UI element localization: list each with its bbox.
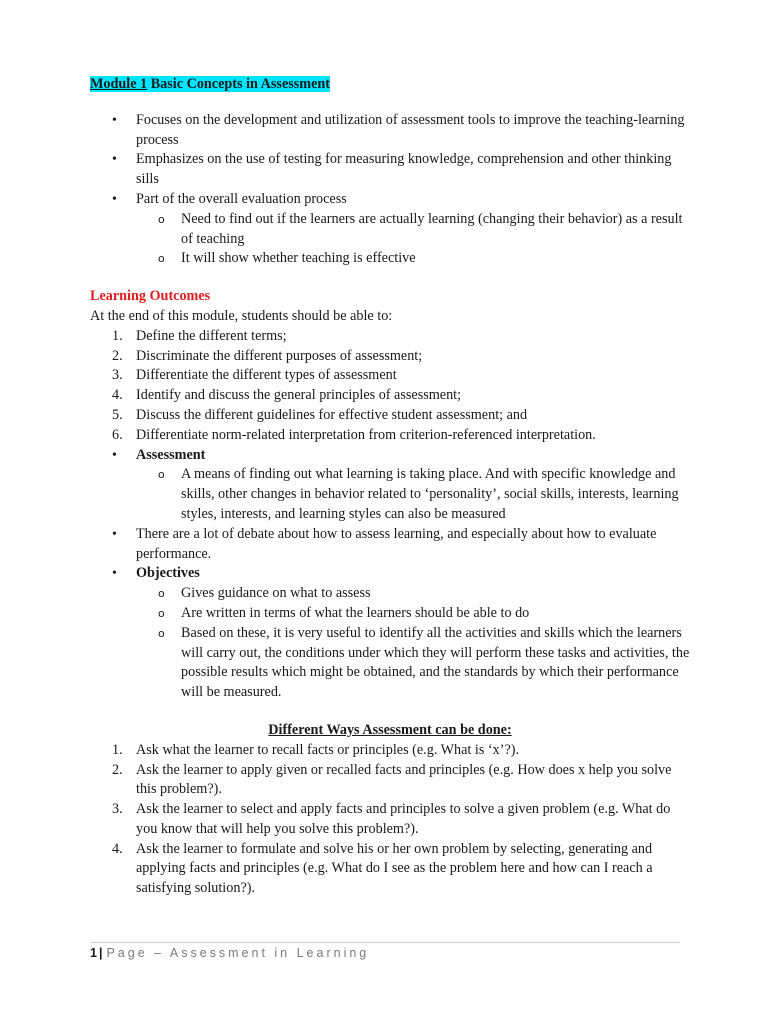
- assessment-label: Assessment: [136, 446, 206, 463]
- sub-list-item: o Gives guidance on what to assess: [136, 584, 690, 604]
- footer-separator: |: [98, 946, 103, 960]
- circle-bullet-icon: o: [158, 212, 165, 226]
- list-item: 3. Ask the learner to select and apply facts and principles to solve a given problem (e.g. What do you know that will help you solve this problem?).: [112, 801, 671, 837]
- list-item: 4. Identify and discuss the general principles of assessment;: [112, 387, 462, 404]
- list-item: 3. Differentiate the different types of assessment: [112, 367, 397, 384]
- circle-bullet-icon: o: [158, 252, 165, 266]
- sub-list-item: o A means of finding out what learning is taking place. And with specific knowledge and skills, other changes in behavior related to ‘personality’, social skills, interests, learning styles, interests, and learning styles can also be measured: [158, 466, 679, 522]
- bullet-icon: •: [112, 447, 117, 463]
- concepts-bullet-list: [90, 446, 690, 703]
- objectives-label: Objectives: [136, 565, 200, 582]
- sub-list-item: o Are written in terms of what the learners should be able to do: [136, 604, 690, 624]
- list-item: 4. Ask the learner to formulate and solve his or her own problem by selecting, generating and applying facts and principles (e.g. What do I see as the problem here and how can I reach a satisfying solution?).: [112, 840, 653, 897]
- circle-bullet-icon: o: [158, 468, 165, 482]
- assessment-sub-list: [136, 465, 690, 524]
- list-item: • Part of the overall evaluation process o Need to find out if the learners are actually learning (changing their behavior) as a result of teaching o It will show whether teaching is effective: [90, 190, 690, 269]
- sub-list-item: o It will show whether teaching is effective: [136, 249, 690, 269]
- module-title-text: Basic Concepts in Assessment: [147, 76, 331, 92]
- list-item: [90, 564, 690, 703]
- intro-bullet-list: [90, 111, 690, 269]
- sub-list-item: o Need to find out if the learners are actually learning (changing their behavior) as a result of teaching: [158, 210, 683, 247]
- page-footer: [90, 942, 680, 960]
- bullet-icon: •: [112, 191, 117, 207]
- list-item: 2. Ask the learner to apply given or recalled facts and principles (e.g. How does x help you solve this problem?).: [112, 761, 672, 798]
- page-number: 1: [90, 946, 97, 960]
- list-item: 6. Differentiate norm-related interpretation from criterion-referenced interpretation.: [112, 426, 596, 443]
- sub-list-item: o Based on these, it is very useful to identify all the activities and skills which the learners will carry out, the conditions under which they will perform these tasks and activities, the possible results which might be obtained, and the standards by which their performance will be measured.: [158, 624, 690, 701]
- learning-outcomes-heading: Learning Outcomes: [90, 288, 211, 305]
- list-item: [90, 446, 690, 525]
- module-title-highlight: [90, 76, 330, 92]
- list-item: 1. Ask what the learner to recall facts or principles (e.g. What is ‘x’?).: [112, 741, 520, 758]
- module-title: [90, 75, 690, 95]
- list-item: 2. Discriminate the different purposes of assessment;: [112, 347, 423, 364]
- objectives-sub-list: [136, 584, 690, 703]
- learning-outcomes-lead: At the end of this module, students should be able to:: [90, 307, 393, 324]
- list-item: • Emphasizes on the use of testing for measuring knowledge, comprehension and other thinking sills: [112, 151, 672, 188]
- document-body: [90, 75, 690, 899]
- ways-list: [90, 741, 690, 899]
- list-item: 1. Define the different terms;: [112, 327, 287, 344]
- bullet-icon: •: [112, 152, 117, 168]
- bullet-icon: •: [112, 526, 117, 542]
- ways-heading: Different Ways Assessment can be done:: [268, 721, 512, 738]
- list-item: 5. Discuss the different guidelines for effective student assessment; and: [112, 406, 528, 423]
- circle-bullet-icon: o: [158, 587, 165, 601]
- bullet-icon: •: [112, 112, 117, 128]
- list-item: • There are a lot of debate about how to assess learning, and especially about how to evaluate performance.: [112, 525, 657, 562]
- intro-sub-list: [136, 210, 690, 269]
- list-item: • Focuses on the development and utilization of assessment tools to improve the teaching-learning process: [112, 111, 685, 148]
- module-number: Module 1: [90, 76, 148, 92]
- circle-bullet-icon: o: [158, 606, 165, 620]
- circle-bullet-icon: o: [158, 626, 165, 640]
- learning-outcomes-list: [90, 327, 690, 446]
- bullet-icon: •: [112, 566, 117, 582]
- footer-text: Page – Assessment in Learning: [106, 946, 370, 960]
